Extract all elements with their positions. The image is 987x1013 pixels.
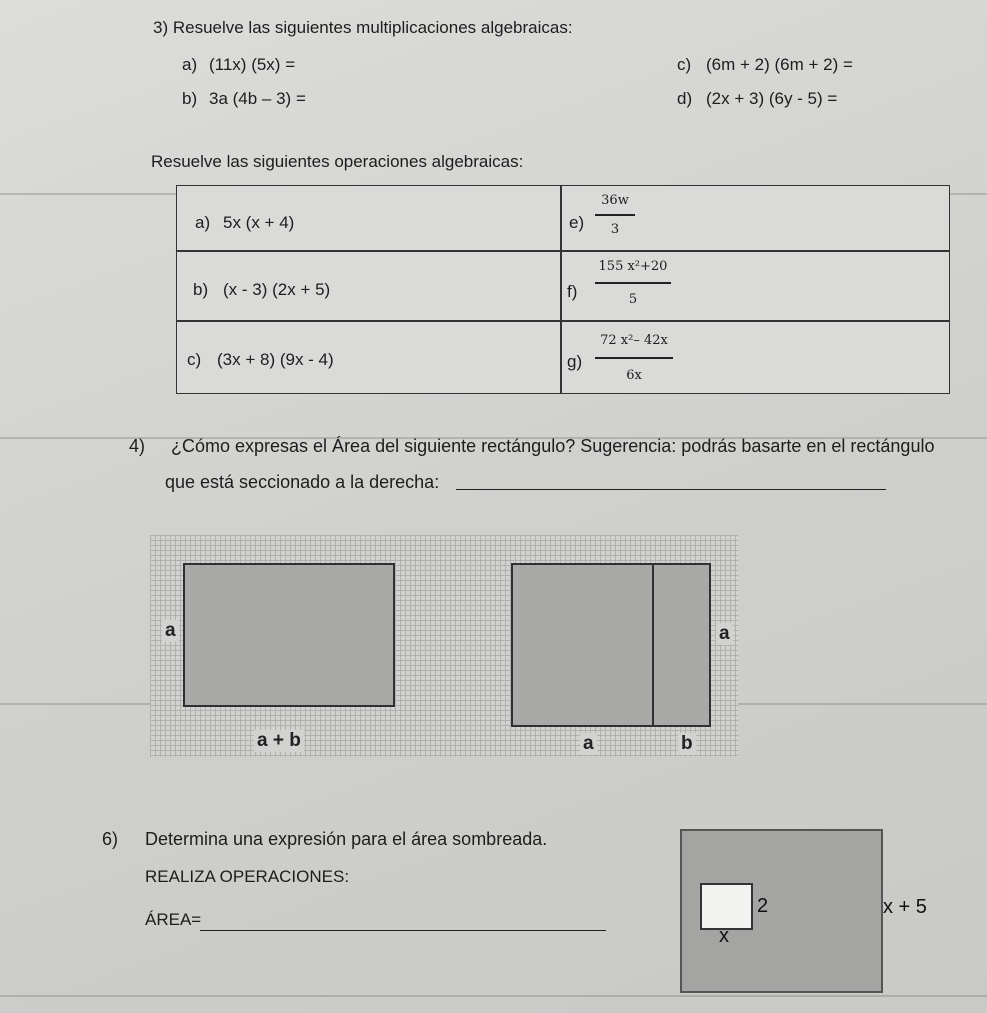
- operations-table: [176, 185, 950, 394]
- rectangle-a-by-a-plus-b: [183, 563, 395, 707]
- section4-question-line1: ¿Cómo expresas el Área del siguiente rectángulo? Sugerencia: podrás basarte en el rectángulo: [171, 436, 935, 456]
- exercise-d-expression: (2x + 3) (6y - 5) =: [706, 89, 838, 108]
- operation-g-denominator: 6x: [626, 367, 642, 383]
- section6-number: 6): [102, 829, 119, 849]
- exercise-b-label: b): [182, 89, 198, 108]
- label-right-width-a: a: [580, 733, 597, 755]
- operation-b-expression: (x - 3) (2x + 5): [223, 280, 331, 299]
- exercise-c-expression: (6m + 2) (6m + 2) =: [706, 55, 853, 74]
- operation-g-fraction: [595, 333, 673, 383]
- operation-e-numerator: 36w: [601, 193, 629, 208]
- fraction-bar: [595, 282, 671, 284]
- exercise-c-label: c): [677, 55, 692, 74]
- exercise-a-label: a): [182, 55, 198, 74]
- exercise-b-expression: 3a (4b – 3) =: [209, 89, 306, 108]
- section6-instruction: REALIZA OPERACIONES:: [145, 867, 350, 886]
- section-divider: [652, 565, 654, 725]
- operation-f-numerator: 155 x²+20: [598, 259, 668, 274]
- unshaded-square: [700, 883, 753, 930]
- table-row-divider: [177, 320, 949, 322]
- section6-header: Determina una expresión para el área sombreada.: [145, 829, 548, 849]
- label-hole-width: x: [719, 925, 729, 947]
- operation-a-expression: 5x (x + 4): [223, 213, 295, 232]
- operation-a-label: a): [195, 213, 211, 232]
- table-row-divider: [177, 250, 949, 252]
- section4-question-line2: que está seccionado a la derecha:: [165, 472, 440, 492]
- fraction-bar: [595, 357, 673, 359]
- operation-e-denominator: 3: [610, 221, 620, 237]
- operation-f-denominator: 5: [628, 291, 638, 307]
- operation-f-fraction: [595, 259, 671, 307]
- operation-e-label: e): [569, 213, 585, 232]
- paper-fold-line: [0, 995, 987, 997]
- grid-figure: [150, 535, 738, 757]
- operation-b-label: b): [193, 280, 209, 299]
- table-column-divider: [560, 186, 562, 393]
- label-left-width: a + b: [254, 730, 304, 752]
- fraction-bar: [595, 214, 635, 216]
- label-right-width-b: b: [678, 733, 696, 755]
- section4-number: 4): [129, 436, 146, 456]
- area-answer-blank[interactable]: [200, 910, 606, 931]
- operation-c-expression: (3x + 8) (9x - 4): [217, 350, 334, 369]
- label-left-height: a: [162, 620, 179, 642]
- section3-header: 3) Resuelve las siguientes multiplicaciones algebraicas:: [153, 18, 573, 37]
- operation-e-fraction: [595, 193, 635, 237]
- label-right-height: a: [716, 623, 733, 645]
- exercise-a-expression: (11x) (5x) =: [209, 55, 296, 74]
- operation-f-label: f): [567, 282, 578, 301]
- area-label: ÁREA=: [145, 910, 202, 929]
- label-outer-side: x + 5: [883, 896, 927, 918]
- exercise-d-label: d): [677, 89, 693, 108]
- sectioned-rectangle: [511, 563, 711, 727]
- operations-header: Resuelve las siguientes operaciones algebraicas:: [151, 152, 524, 171]
- operation-g-numerator: 72 x²– 42x: [600, 333, 668, 348]
- label-hole-side: 2: [757, 895, 769, 917]
- operation-g-label: g): [567, 352, 583, 371]
- operation-c-label: c): [187, 350, 202, 369]
- answer-blank[interactable]: [456, 472, 886, 490]
